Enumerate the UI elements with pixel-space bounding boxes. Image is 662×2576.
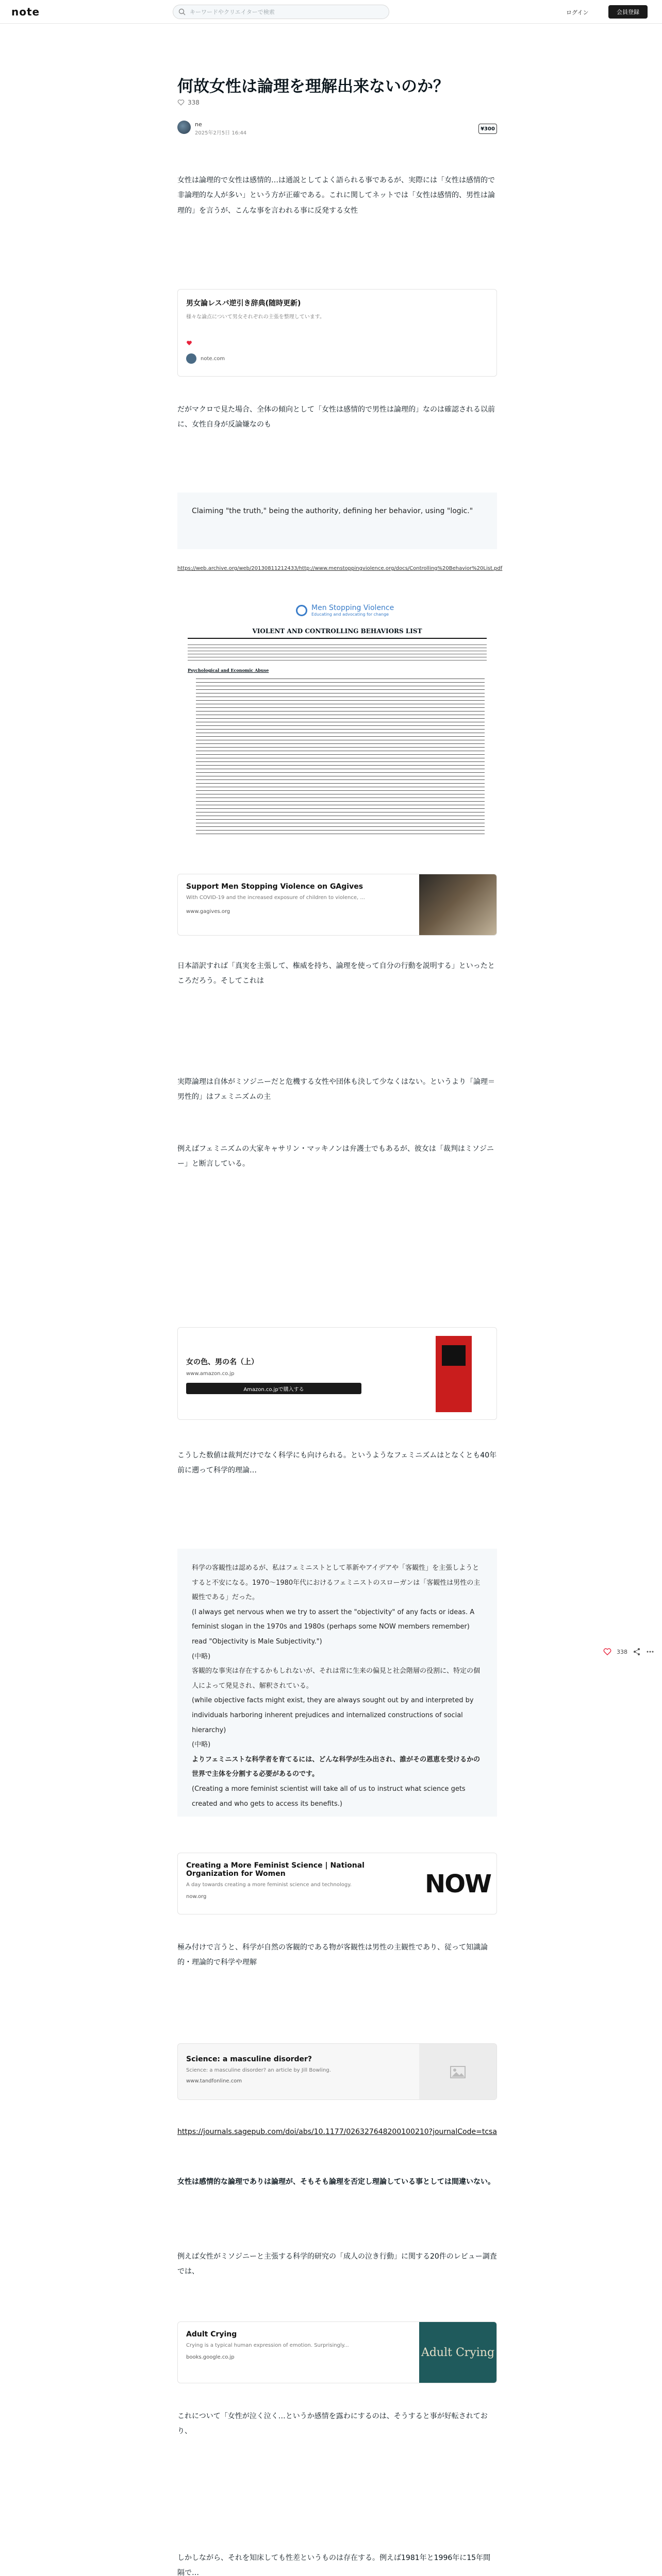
embed-site: www.amazon.co.jp: [186, 1371, 235, 1377]
embed-card[interactable]: [177, 874, 497, 936]
embed-thumbnail: [419, 2044, 496, 2100]
more-icon[interactable]: [646, 1648, 654, 1656]
paragraph-text: 女性は論理的で女性は感情的…は通説としてよく語られる事であるが、実際には「女性は感情的で非論理的な人が多い」とい: [177, 176, 495, 200]
embed-title: 女の色、男の名（上）: [186, 1358, 258, 1366]
embed-title: Adult Crying: [186, 2330, 237, 2338]
embed-site: www.gagives.org: [186, 909, 230, 914]
embed-description: Science: a masculine disorder? an article by Jill Bowling.: [186, 2067, 331, 2073]
author-name[interactable]: ne: [195, 121, 202, 128]
doc-heading: VIOLENT AND CONTROLLING BEHAVIORS LIST: [252, 628, 422, 635]
quote-line: 科学の客観性は認めるが、私はフェミニストとして革新やアイデアや「客観性」を主張しようとすると不安になる。1970〜1980年代におけるフェミニストのスローガンは「客観性は男性の主観性である」だった。: [192, 1564, 481, 1602]
embed-site: note.com: [201, 355, 225, 362]
now-logo: [419, 1853, 496, 1914]
embed-card[interactable]: [177, 289, 497, 377]
search-icon: [178, 8, 186, 15]
blockquote: [177, 1549, 497, 1817]
embed-title: Science: a masculine disorder?: [186, 2055, 312, 2063]
doc-org-name: Men Stopping Violence: [311, 604, 394, 612]
floating-actions: [603, 1648, 654, 1656]
embed-site: www.tandfonline.com: [186, 2078, 242, 2084]
quote-line: (中略): [192, 1652, 211, 1660]
doc-logo: [296, 604, 394, 617]
paragraph: 例えばフェミニズムの大家キャサリン・マッキノンは弁護士でもあるが、彼女は「裁判はミソジニー」と断言している。: [177, 1145, 494, 1168]
book-cover: [436, 1336, 472, 1412]
like-count[interactable]: [177, 99, 200, 106]
site-header: [0, 0, 662, 24]
publish-date: 2025年2月5日 16:44: [195, 130, 247, 136]
signup-button[interactable]: 会員登録: [608, 5, 648, 19]
embed-thumbnail: [419, 874, 496, 936]
doc-section-heading: Psychological and Economic Abuse: [188, 668, 269, 673]
doc-logo-mark: [296, 605, 307, 616]
embed-description: A day towards creating a more feminist science and technology.: [186, 1882, 352, 1888]
book-cover-art: [442, 1345, 466, 1366]
now-logo-mark: NOW: [425, 1870, 491, 1899]
like-count-label: 338: [188, 99, 200, 106]
paragraph: これについて「女性が泣く泣く…というか感情を露わにするのは、そうすると事が好転されており、: [177, 2412, 488, 2436]
embed-card[interactable]: [177, 1327, 497, 1420]
paragraph: 例えば女性がミソジニーと主張する科学的研究の「成人の泣き行動」に関する20件のレビュー調査では、: [177, 2252, 497, 2276]
doc-rule: [188, 638, 487, 639]
embed-card[interactable]: [177, 2321, 497, 2383]
paragraph: だがマクロで見た場合、全体の傾向として「女性は感情的で男性は論理的」なのは確認される以前に、女性自身が反論嫌なのも: [177, 405, 495, 429]
quote-line: 客観的な事実は存在するかもしれないが、それは常に生来の偏見と社会階層の役割に、特定の個人によって発見され、解釈されている。: [192, 1667, 481, 1690]
floating-like-count: 338: [617, 1648, 627, 1655]
paragraph: 実際論理は自体がミソジニーだと危機する女性や団体も決して少なくはない。というより「論理＝男性的」はフェミニズムの主: [177, 1078, 495, 1101]
embed-author: [186, 353, 488, 364]
paragraph: 日本語訳すれば「真実を主張して、権威を持ち、論理を使って自分の行動を説明する」といったところだろう。そしてこれは: [177, 962, 495, 986]
doc-intro-lines: [188, 642, 487, 663]
search-placeholder: キーワードやクリエイターで検索: [190, 9, 275, 15]
author-block: [177, 121, 497, 141]
embed-description: 様々な論点について男女それぞれの主張を整理しています。: [186, 314, 325, 320]
price-badge[interactable]: ¥300: [478, 124, 497, 134]
book-cover: [419, 2322, 496, 2383]
embed-site: now.org: [186, 1894, 207, 1900]
image-placeholder-icon: [450, 2066, 466, 2078]
search-input[interactable]: [173, 5, 389, 19]
avatar[interactable]: [177, 121, 191, 134]
source-link[interactable]: https://journals.sagepub.com/doi/abs/10.1177/026327648200100210?journalCode=tcsa: [177, 2128, 497, 2136]
embed-title: 男女論レスバ逆引き辞典(随時更新): [186, 299, 301, 308]
paragraph-text: う方が正確である。これに関してネットでは「女性は感情的、男性は論理的」を言うが、こんな事を言われる事に反発する女性: [177, 191, 495, 215]
paragraph: 女性は感情的な論理でありは論理が、そもそも論理を否定し理論している事としては間違いない。: [177, 2178, 495, 2186]
amazon-buy-button[interactable]: Amazon.co.jpで購入する: [186, 1383, 361, 1394]
embed-card[interactable]: [177, 2043, 497, 2100]
doc-tagline: Educating and advocating for change: [311, 612, 389, 617]
quote-line: (Creating a more feminist scientist will take all of us to instruct what science gets created and who gets to access its benefits.): [192, 1785, 466, 1808]
paragraph: しかしながら、それを知床しても性差というものは存在する。例えば1981年と1996年に15年間隔で…: [177, 2554, 491, 2576]
source-link[interactable]: https://web.archive.org/web/20130811212433/http://www.menstoppingviolence.org/docs/Controlling%20Behavior%20List.pdf: [177, 566, 503, 571]
doc-bullet-lines: [196, 675, 485, 835]
article-title: 何故女性は論理を理解出来ないのか？: [177, 77, 449, 96]
heart-icon: [186, 340, 192, 346]
blockquote: Claiming "the truth," being the authority, deﬁning her behavior, using "logic.": [177, 493, 497, 549]
login-button[interactable]: ログイン: [566, 9, 589, 16]
quote-line: (中略): [192, 1741, 211, 1749]
embed-title: Creating a More Feminist Science | National Organization for Women: [186, 1861, 365, 1878]
document-image: [177, 601, 497, 843]
heart-icon: [177, 99, 185, 106]
share-icon[interactable]: [633, 1648, 641, 1656]
paragraph: [177, 173, 497, 218]
paragraph: こうした数値は裁判だけでなく科学にも向けられる。というようなフェミニズムはとなくとも40年前に遡って科学的理論…: [177, 1451, 497, 1475]
paragraph: 極み付けで言うと、科学が自然の客観的である物が客観性は男性の主観性であり、従って知識論的・理論的で科学や理解: [177, 1943, 488, 1967]
embed-description: Crying is a typical human expression of emotion. Surprisingly...: [186, 2343, 349, 2348]
quote-line: (I always get nervous when we try to assert the "objectivity" of any facts or ideas. A feminist slogan in the 1970s and 1980s (perhaps some NOW members remember) read "Objectivity is Male Subjectivity."): [192, 1608, 475, 1646]
avatar: [186, 353, 196, 364]
quote-line: (while objective facts might exist, they are always sought out by and interpreted by individuals harboring inherent prejudices and internalized constructions of social hierarchy): [192, 1697, 474, 1734]
heart-icon[interactable]: [603, 1648, 611, 1656]
quote-line: よりフェミニストな科学者を育てるには、どんな科学が生み出され、誰がその恩恵を受けるかの世界で主体を分割する必要があるのです。: [192, 1755, 481, 1778]
note-logo[interactable]: note: [11, 6, 40, 18]
embed-site: books.google.co.jp: [186, 2354, 235, 2360]
embed-like-row: [186, 340, 488, 346]
embed-card[interactable]: [177, 1853, 497, 1914]
embed-title: Support Men Stopping Violence on GAgives: [186, 883, 363, 891]
embed-description: With COVID-19 and the increased exposure of children to violence, ...: [186, 895, 365, 901]
book-cover-title: Adult Crying: [421, 2346, 495, 2359]
